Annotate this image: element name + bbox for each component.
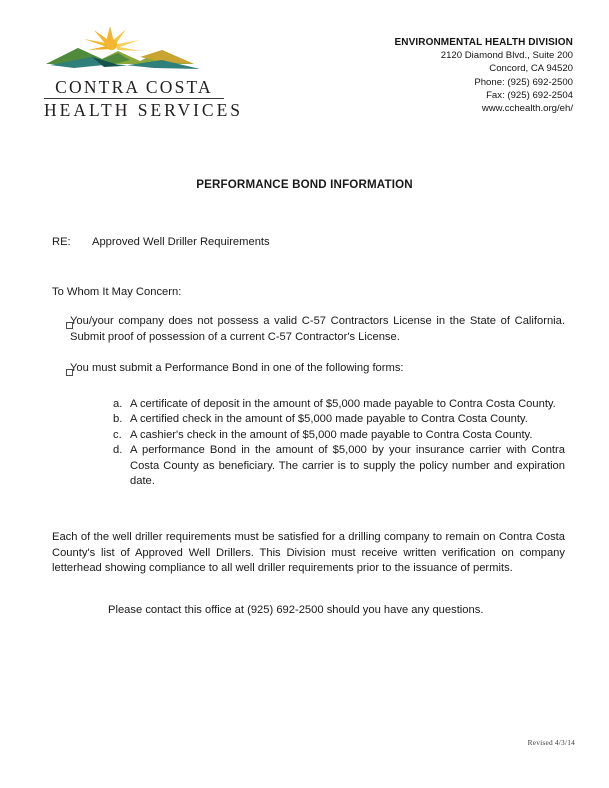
list-item-label: c. <box>113 428 122 441</box>
checkbox-icon <box>52 361 70 380</box>
list-item-text: A certificate of deposit in the amount of $5,000 made payable to Contra Costa County. <box>130 398 556 410</box>
checklist-item <box>52 361 565 380</box>
list-item <box>52 443 565 489</box>
closing-line: Please contact this office at (925) 692-2500 should you have any questions. <box>108 604 484 616</box>
list-item-label: a. <box>113 398 123 410</box>
salutation: To Whom It May Concern: <box>52 286 182 298</box>
list-item <box>52 412 565 427</box>
address-phone: Phone: (925) 692-2500 <box>474 76 573 88</box>
address-city-state-zip: Concord, CA 94520 <box>489 63 573 75</box>
page-title: PERFORMANCE BOND INFORMATION <box>196 178 413 191</box>
checklist-item-text: You/your company does not possess a valid C-57 Contractors License in the State of California. Submit proof of possession of a current C-57 Contractor's License. <box>70 315 565 343</box>
agency-logo <box>44 24 244 121</box>
list-item-text: A certified check in the amount of $5,000 made payable to Contra Costa County. <box>130 413 528 426</box>
checklist-item <box>52 314 565 345</box>
body-paragraph: Each of the well driller requirements must be satisfied for a drilling company to remain on Contra Costa County's list of Approved Well Drillers. This Division must receive written verification on company letterhead showing compliance to all well driller requirements prior to the issuance of permits. <box>52 531 565 575</box>
agency-wordmark <box>44 77 244 121</box>
checklist-item-text: You must submit a Performance Bond in one of the following forms: <box>70 362 404 374</box>
mountains-icon <box>46 48 200 69</box>
list-item <box>52 428 565 443</box>
revision-date: Revised 4/3/14 <box>527 738 575 747</box>
checkbox-icon <box>52 314 70 333</box>
sun-icon <box>84 26 141 51</box>
requirements-checklist <box>52 314 565 396</box>
address-fax: Fax: (925) 692-2504 <box>486 89 573 101</box>
logo-mark-graphic <box>44 24 212 76</box>
list-item-text: A performance Bond in the amount of $5,000 by your insurance carrier with Contra Costa County as beneficiary. The carrier is to supply the policy number and expiration date. <box>130 444 565 488</box>
list-item-label: d. <box>113 444 123 457</box>
wordmark-line-contra-costa: CONTRA COSTA <box>44 77 224 99</box>
list-item-label: b. <box>113 413 123 426</box>
list-item-text: A cashier's check in the amount of $5,000 made payable to Contra Costa County. <box>130 428 533 441</box>
address-website: www.cchealth.org/eh/ <box>481 103 573 115</box>
re-label: RE: <box>52 236 71 248</box>
re-line <box>52 236 270 248</box>
list-item <box>52 397 565 412</box>
division-name: ENVIRONMENTAL HEALTH DIVISION <box>394 37 573 48</box>
division-address-block <box>395 36 573 115</box>
letterhead <box>0 0 609 140</box>
wordmark-line-health-services: HEALTH SERVICES <box>44 100 244 120</box>
bond-options-list <box>52 397 565 489</box>
re-subject: Approved Well Driller Requirements <box>92 236 270 248</box>
address-street: 2120 Diamond Blvd., Suite 200 <box>440 50 573 62</box>
